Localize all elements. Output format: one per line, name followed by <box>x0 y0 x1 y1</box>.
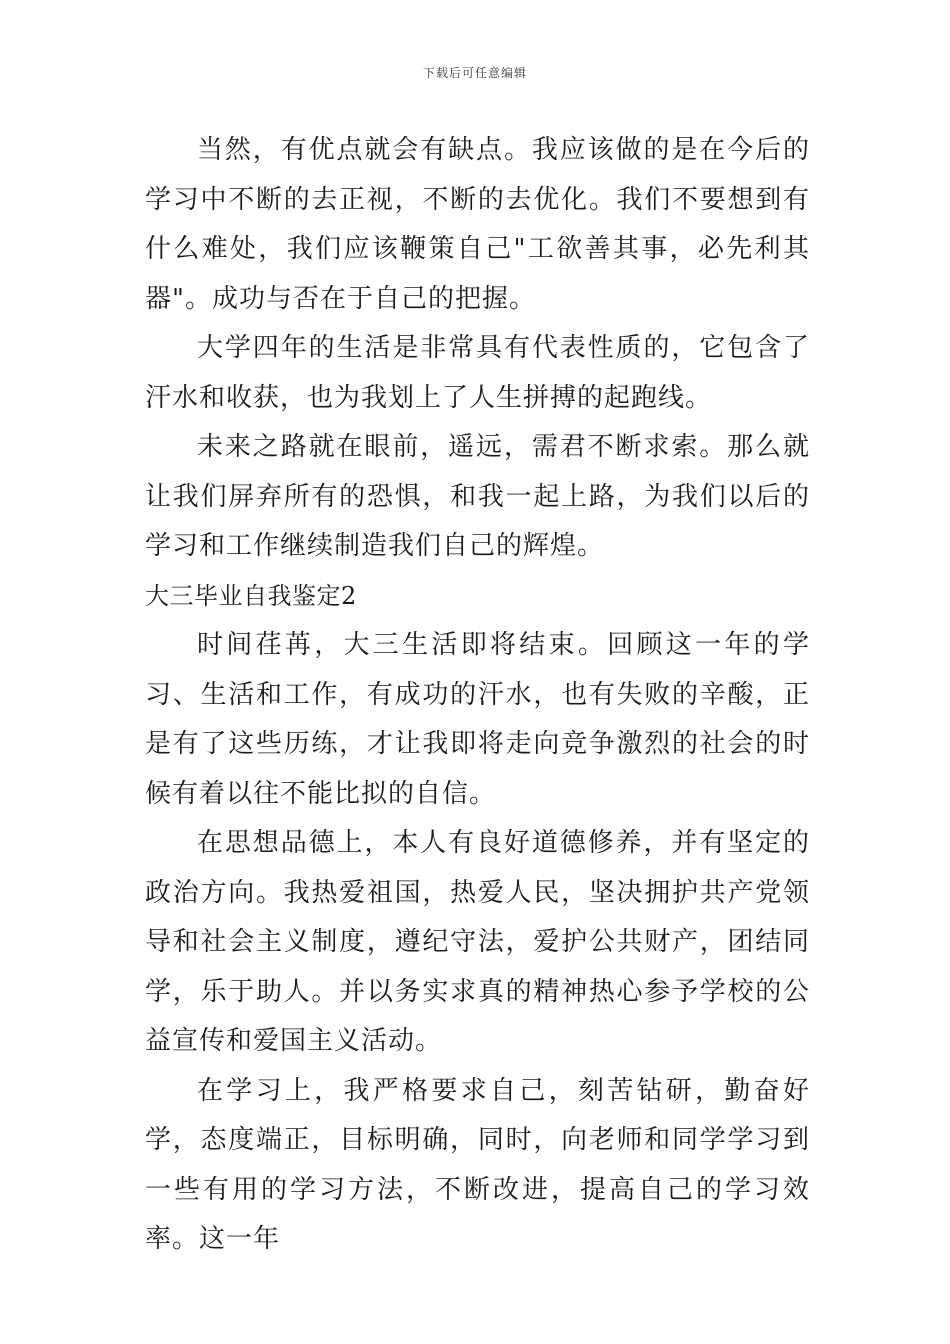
paragraph-3: 未来之路就在眼前，遥远，需君不断求索。那么就让我们屏弃所有的恐惧，和我一起上路，为我们以后的学习和工作继续制造我们自己的辉煌。 <box>145 432 810 561</box>
paragraph-5: 在思想品德上，本人有良好道德修养，并有坚定的政治方向。我热爱祖国，热爱人民，坚决拥护共产党领导和社会主义制度，遵纪守法，爱护公共财产，团结同学，乐于助人。并以务实求真的精神热心参予学校的公益宣传和爱国主义活动。 <box>145 828 810 1056</box>
paragraph-1: 当然，有优点就会有缺点。我应该做的是在今后的学习中不断的去正视，不断的去优化。我们不要想到有什么难处，我们应该鞭策自己"工欲善其事，必先利其器"。成功与否在于自己的把握。 <box>145 135 810 314</box>
document-body <box>145 126 810 1265</box>
header-note: 下载后可任意编辑 <box>422 66 527 80</box>
paragraph-4: 时间荏苒，大三生活即将结束。回顾这一年的学习、生活和工作，有成功的汗水，也有失败的辛酸，正是有了这些历练，才让我即将走向竞争激烈的社会的时候有着以往不能比拟的自信。 <box>145 630 810 809</box>
paragraph-2: 大学四年的生活是非常具有代表性质的，它包含了汗水和收获，也为我划上了人生拼搏的起跑线。 <box>145 333 810 413</box>
section-heading: 大三毕业自我鉴定2 <box>145 581 357 610</box>
paragraph-6: 在学习上，我严格要求自己，刻苦钻研，勤奋好学，态度端正，目标明确，同时，向老师和同学学习到一些有用的学习方法，不断改进，提高自己的学习效率。这一年 <box>145 1075 810 1254</box>
